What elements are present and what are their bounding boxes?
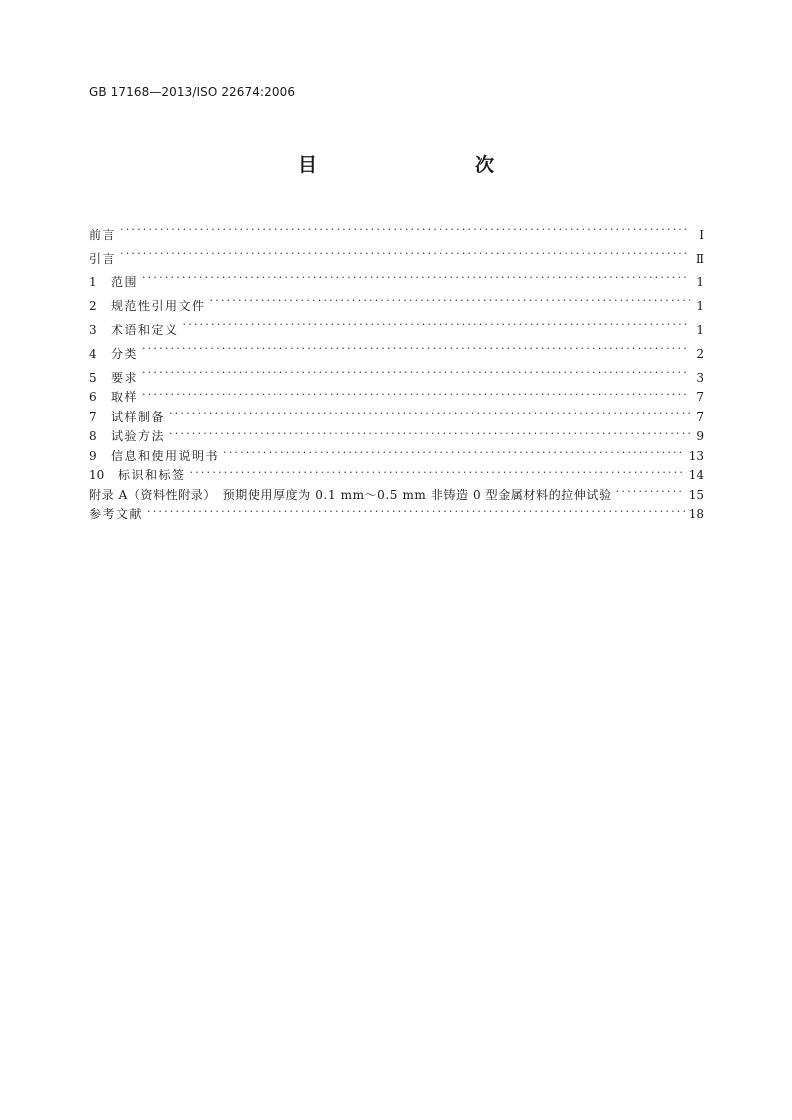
- toc-entry-page: 18: [688, 507, 704, 522]
- leader-dots: [142, 334, 690, 358]
- toc-entry-page: 13: [688, 448, 704, 463]
- toc-entry-page: Ⅱ: [695, 251, 704, 266]
- toc-entry-number: 2: [89, 299, 97, 314]
- toc-entry-page: 1: [696, 275, 704, 290]
- toc-entry-test-methods[interactable]: [89, 421, 704, 444]
- toc-entry-scope[interactable]: [89, 263, 704, 290]
- document-header: [89, 85, 295, 99]
- toc-entry-number: 8: [89, 429, 97, 444]
- leader-dots: [169, 421, 690, 441]
- toc-entry-classification[interactable]: [89, 334, 704, 361]
- leader-dots: [120, 215, 690, 239]
- toc-entry-requirements[interactable]: [89, 358, 704, 385]
- toc-entry-label: 规范性引用文件: [111, 299, 206, 314]
- toc-entry-label: 要求: [111, 370, 139, 385]
- toc-entry-label: 分类: [111, 346, 139, 361]
- toc-entry-page: 1: [696, 322, 704, 337]
- toc-entry-label: 前言: [89, 227, 117, 242]
- toc-entry-number: 5: [89, 370, 97, 385]
- leader-dots: [210, 286, 690, 310]
- leader-dots: [120, 239, 690, 263]
- toc-entry-page: 15: [688, 487, 704, 502]
- table-of-contents: [89, 215, 704, 522]
- toc-entry-label: 信息和使用说明书: [111, 448, 220, 463]
- toc-entry-number: 3: [89, 322, 97, 337]
- leader-dots: [616, 479, 685, 499]
- toc-entry-foreword[interactable]: [89, 215, 704, 242]
- toc-entry-page: 3: [696, 370, 704, 385]
- toc-entry-number: 9: [89, 448, 97, 463]
- toc-entry-label: 术语和定义: [111, 322, 179, 337]
- toc-entry-label: 试样制备: [111, 409, 166, 424]
- leader-dots: [183, 310, 690, 334]
- leader-dots: [169, 401, 690, 421]
- leader-dots: [142, 358, 690, 382]
- leader-dots: [190, 460, 685, 480]
- toc-entry-sampling[interactable]: [89, 382, 704, 405]
- page-title: 目 次: [297, 154, 534, 176]
- toc-entry-page: 14: [688, 468, 704, 483]
- toc-entry-page: 7: [696, 409, 704, 424]
- toc-entry-label: 试验方法: [111, 429, 166, 444]
- toc-entry-page: 7: [696, 390, 704, 405]
- toc-entry-page: Ⅰ: [699, 227, 704, 242]
- toc-entry-label: 范围: [111, 275, 139, 290]
- toc-entry-information-instructions[interactable]: [89, 440, 704, 463]
- toc-entry-normative-references[interactable]: [89, 286, 704, 314]
- toc-entry-number: 10: [89, 468, 105, 483]
- leader-dots: [147, 499, 685, 519]
- toc-entry-label: 附录 A（资料性附录） 预期使用厚度为 0.1 mm～0.5 mm 非铸造 0 型金属材料的拉伸试验: [89, 487, 612, 502]
- leader-dots: [142, 382, 690, 402]
- toc-entry-bibliography[interactable]: [89, 499, 704, 522]
- toc-entry-number: 7: [89, 409, 97, 424]
- toc-entry-label: 参考文献: [89, 507, 144, 522]
- toc-entry-label: 标识和标签: [118, 468, 186, 483]
- toc-entry-specimen-preparation[interactable]: [89, 401, 704, 424]
- leader-dots: [142, 263, 690, 287]
- toc-entry-label: 引言: [89, 251, 117, 266]
- standard-code: GB 17168—2013/ISO 22674:2006: [89, 85, 296, 99]
- leader-dots: [223, 440, 685, 460]
- toc-entry-label: 取样: [111, 390, 139, 405]
- toc-entry-page: 1: [696, 299, 704, 314]
- toc-entry-introduction[interactable]: [89, 239, 704, 266]
- toc-entry-number: 1: [89, 275, 97, 290]
- toc-entry-page: 2: [696, 346, 704, 361]
- toc-entry-number: 4: [89, 346, 97, 361]
- toc-entry-page: 9: [696, 429, 704, 444]
- toc-entry-number: 6: [89, 390, 97, 405]
